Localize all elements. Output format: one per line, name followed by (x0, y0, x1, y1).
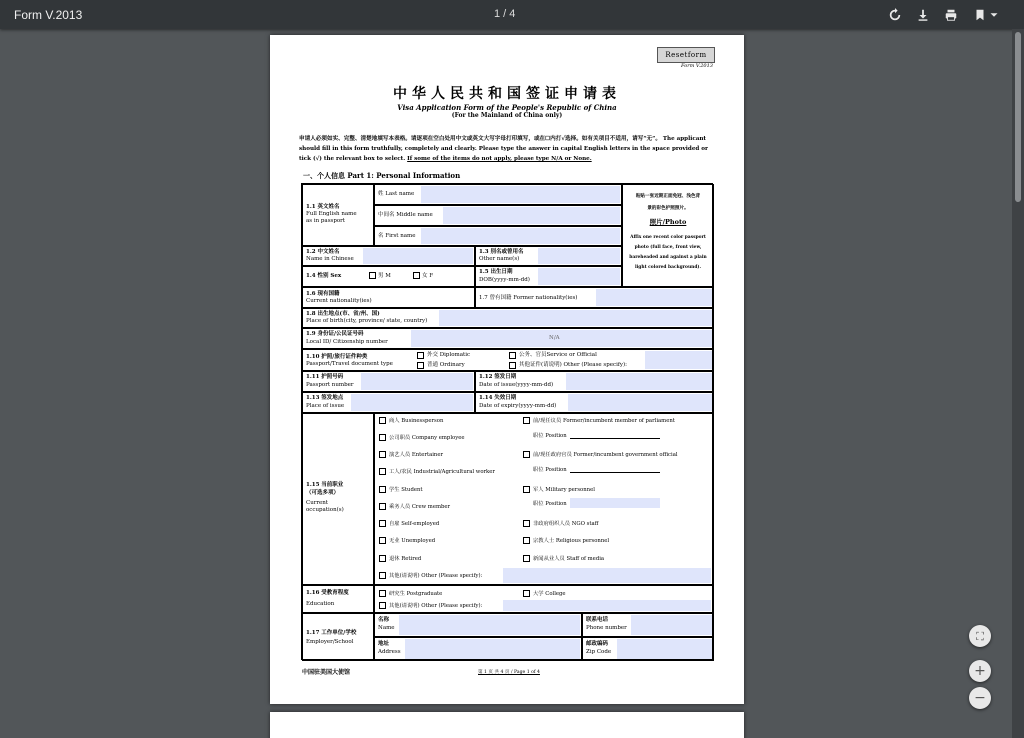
occ-gov-checkbox[interactable] (523, 451, 530, 458)
sex-female-checkbox[interactable] (413, 272, 420, 279)
print-icon[interactable] (942, 6, 960, 24)
employer-zip-label: 邮政编码 (586, 641, 609, 647)
education-options (374, 585, 714, 613)
edu-college-label: 大学 College (533, 591, 566, 597)
expiry-date-cell (475, 392, 714, 413)
employer-address-label: 地址 (378, 641, 390, 647)
issue-place-cell (302, 392, 475, 413)
middle-name-input[interactable] (443, 207, 620, 224)
passport-diplomatic-checkbox[interactable] (417, 352, 424, 359)
footer-page-number: 第 1 页 共 4 页 / Page 1 of 4 (478, 670, 540, 675)
label-1-13-en: Place of issue (306, 403, 345, 409)
former-nationality-input[interactable] (596, 289, 712, 306)
label-1-14-en: Date of expiry(yyyy-mm-dd) (479, 403, 557, 409)
label-1-15-en1: Current (306, 500, 329, 506)
occupation-option-label: 自雇 Self-employed (389, 521, 440, 527)
label-1-8: 1.8 出生地点(市、省/州、国) (306, 311, 380, 317)
photo-title: 照片/Photo (649, 218, 687, 226)
occ-religious-checkbox[interactable] (523, 537, 530, 544)
occupation-label-cell (302, 413, 374, 585)
edu-college-checkbox[interactable] (523, 590, 530, 597)
local-id-value: N/A (549, 335, 560, 341)
photo-instruction-en1: Affix one recent color passport (630, 235, 706, 240)
occ-military-position-label: 职位 Position (533, 501, 567, 507)
last-name-label: 姓 Last name (378, 191, 415, 197)
dob-cell (475, 266, 622, 287)
local-id-cell (302, 328, 714, 349)
sex-female-label: 女 F (422, 273, 434, 279)
last-name-cell (374, 184, 622, 205)
form-title-en: Visa Application Form of the People's Republic of China (397, 103, 617, 112)
middle-name-label: 中间名 Middle name (378, 212, 433, 218)
scrollbar-thumb[interactable] (1015, 32, 1021, 202)
chinese-name-cell (302, 246, 475, 266)
label-1-3: 1.3 别名或曾用名 (479, 249, 524, 255)
form-title-cn: 中华人民共和国签证申请表 (393, 86, 621, 102)
label-1-2-en: Name in Chinese (306, 256, 354, 262)
occ-gov-position-input[interactable] (570, 464, 660, 473)
employer-label-cell (302, 613, 374, 661)
birthplace-input[interactable] (439, 310, 712, 326)
passport-other-label: 其他证件(请说明) Other (Please specify): (519, 362, 627, 368)
occ-media-label: 新闻从业人员 Staff of media (533, 556, 605, 562)
occupation-option-label: 退休 Retired (389, 556, 422, 562)
first-name-cell (374, 226, 622, 246)
label-1-13: 1.13 签发地点 (306, 395, 344, 401)
occ-ngo-checkbox[interactable] (523, 520, 530, 527)
pdf-page-2 (270, 712, 744, 738)
employer-name-label: 名称 (378, 617, 390, 623)
passport-service-label: 公务、官员Service or Official (519, 352, 597, 358)
photo-instruction-cn1: 粘贴一张近期正面免冠、浅色背 (635, 194, 701, 199)
rotate-icon[interactable] (886, 6, 904, 24)
label-1-5-en: DOB(yyyy-mm-dd) (479, 277, 530, 283)
occ-parliament-position-label: 职位 Position (533, 433, 567, 439)
label-1-2: 1.2 中文姓名 (306, 249, 340, 255)
occupation-option-label: 演艺人员 Entertainer (389, 452, 444, 458)
cell-1-1 (302, 184, 374, 246)
edu-postgrad-checkbox[interactable] (379, 590, 386, 597)
chinese-name-input[interactable] (363, 248, 473, 264)
first-name-label: 名 First name (378, 233, 416, 239)
label-1-15: 1.15 当前职业 (306, 482, 344, 488)
employer-zip-label-en: Zip Code (586, 649, 612, 655)
passport-ordinary-label: 普通 Ordinary (427, 362, 465, 368)
first-name-input[interactable] (421, 228, 620, 244)
instructions (299, 134, 717, 164)
reset-form-button[interactable]: Resetform (657, 47, 715, 63)
occupation-option-label: 学生 Student (389, 487, 423, 493)
label-1-4: 1.4 性别 Sex (306, 273, 342, 279)
photo-instruction-en2: photo (full face, front view, (634, 245, 702, 250)
photo-instruction-cn2: 景的彩色护照照片。 (647, 206, 689, 211)
photo-box[interactable] (622, 184, 714, 287)
label-1-14: 1.14 失效日期 (479, 395, 517, 401)
occupation-checkbox[interactable] (379, 503, 386, 510)
education-label-cell (302, 585, 374, 613)
passport-ordinary-checkbox[interactable] (417, 362, 424, 369)
instructions-underline: If some of the items do not apply, please type N/A or None. (407, 156, 592, 162)
employer-name-input[interactable] (399, 615, 580, 635)
last-name-input[interactable] (421, 186, 620, 203)
instructions-text: 申请人必须如实、完整、清楚地填写本表格。请逐项在空白处用中文或英文大写字母打印填写，或在☐内打√选择。如有关项目不适用，请写“无”。 The applicant should fill in this form truthfully, completely and clearly. Please type the answer in capital English letters in the space provided or tick (√) the relevant box to select. (299, 136, 708, 162)
label-1-12: 1.12 签发日期 (479, 374, 517, 380)
other-names-input[interactable] (538, 248, 620, 264)
passport-other-input[interactable] (645, 351, 712, 369)
label-1-6-en: Current nationality(ies) (306, 298, 372, 304)
employer-address-label-en: Address (378, 649, 401, 655)
label-1-15-en2: occupation(s) (306, 507, 344, 513)
employer-phone-label: 联系电话 (586, 617, 609, 623)
label-1-8-en: Place of birth(city, province/ state, country) (306, 318, 428, 324)
occupation-option-label: 无业 Unemployed (389, 538, 436, 544)
occupation-checkbox[interactable] (379, 555, 386, 562)
occupation-checkbox[interactable] (379, 468, 386, 475)
page-indicator[interactable]: 1 / 4 (494, 8, 516, 20)
former-nationality-cell (475, 287, 714, 308)
employer-zip-input[interactable] (617, 639, 712, 659)
issue-date-cell (475, 371, 714, 392)
occupation-checkbox[interactable] (379, 486, 386, 493)
label-1-1-en2: as in passport (306, 218, 346, 224)
issue-place-input[interactable] (351, 394, 473, 411)
occ-parliament-label: 前/现任议员 Former/incumbent member of parliament (533, 418, 675, 424)
label-1-15-b: （可选多项） (306, 490, 340, 496)
edu-other-checkbox[interactable] (379, 602, 386, 609)
section-heading: 一、个人信息 Part 1: Personal Information (303, 171, 461, 180)
occupation-checkbox[interactable] (379, 434, 386, 441)
label-1-3-en: Other name(s) (479, 256, 520, 262)
passport-diplomatic-label: 外交 Diplomatic (427, 352, 471, 358)
occupation-checkbox[interactable] (379, 520, 386, 527)
occ-religious-label: 宗教人士 Religious personnel (533, 538, 610, 544)
fit-page-icon[interactable]: ⛶ (969, 625, 991, 647)
employer-phone-label-en: Phone number (586, 625, 627, 631)
zoom-in-button[interactable]: + (969, 660, 991, 682)
employer-name-cell (374, 613, 582, 637)
occupation-checkbox[interactable] (379, 537, 386, 544)
middle-name-cell (374, 205, 622, 226)
occupation-options (374, 413, 714, 585)
scrollbar[interactable] (1012, 29, 1024, 738)
label-1-5: 1.5 出生日期 (479, 269, 513, 275)
occupation-checkbox[interactable] (379, 417, 386, 424)
occupation-option-label: 商人 Businessperson (389, 418, 444, 424)
photo-instruction-en4: light colored background). (634, 265, 702, 270)
passport-other-checkbox[interactable] (509, 362, 516, 369)
sex-cell (302, 266, 475, 287)
label-1-12-en: Date of issue(yyyy-mm-dd) (479, 382, 554, 388)
occupation-checkbox[interactable] (379, 572, 386, 579)
employer-zip-cell (582, 637, 714, 661)
label-1-11: 1.11 护照号码 (306, 374, 344, 380)
other-names-cell (475, 246, 622, 266)
employer-address-cell (374, 637, 582, 661)
occ-military-position-input[interactable] (570, 498, 660, 508)
occ-parliament-position-input[interactable] (570, 430, 660, 439)
label-1-16: 1.16 受教育程度 (306, 590, 349, 596)
edu-other-input[interactable] (503, 600, 711, 611)
label-1-9: 1.9 身份证/公民证号码 (306, 331, 364, 337)
occupation-option-label: 其他(请说明) Other (Please specify): (389, 573, 483, 579)
occ-parliament-checkbox[interactable] (523, 417, 530, 424)
employer-phone-cell (582, 613, 714, 637)
passport-number-input[interactable] (361, 373, 473, 390)
employer-address-input[interactable] (405, 639, 580, 659)
expiry-date-input[interactable] (568, 394, 712, 411)
birthplace-cell (302, 308, 714, 328)
label-1-1-en: Full English name (306, 211, 357, 217)
local-id-input[interactable] (411, 330, 712, 347)
label-1-9-en: Local ID/ Citizenship number (306, 339, 388, 345)
sex-male-label: 男 M (378, 273, 391, 279)
edu-postgrad-label: 研究生 Postgraduate (389, 591, 443, 597)
issue-date-input[interactable] (566, 373, 712, 390)
passport-service-checkbox[interactable] (509, 352, 516, 359)
occupation-option-label: 乘务人员 Crew member (389, 504, 451, 510)
pdf-page-1 (270, 35, 744, 704)
dob-input[interactable] (538, 268, 620, 285)
label-1-1: 1.1 英文姓名 (306, 204, 340, 210)
occ-other-input[interactable] (503, 568, 711, 583)
label-1-11-en: Passport number (306, 382, 354, 388)
edu-other-label: 其他(请说明) Other (Please specify): (389, 603, 483, 609)
personal-info-table (301, 183, 713, 660)
form-subtitle: (For the Mainland of China only) (451, 112, 563, 119)
occ-ngo-label: 非政府组织人员 NGO staff (533, 521, 599, 527)
label-1-17: 1.17 工作单位/学校 (306, 630, 357, 636)
occupation-option-label: 公司职员 Company employee (389, 435, 465, 441)
passport-type-cell (302, 349, 714, 371)
document-title: Form V.2013 (14, 8, 83, 22)
label-1-16-en: Education (306, 601, 335, 607)
nationality-cell (302, 287, 475, 308)
download-icon[interactable] (914, 6, 932, 24)
occ-gov-position-label: 职位 Position (533, 467, 567, 473)
passport-number-cell (302, 371, 475, 392)
occ-gov-label: 前/现任政府官员 Former/incumbent government official (533, 452, 678, 458)
label-1-7: 1.7 曾有国籍 Former nationality(ies) (479, 295, 578, 301)
occupation-option-label: 工人/农民 Industrial/Agricultural worker (389, 469, 495, 475)
label-1-10: 1.10 护照/旅行证件种类 (306, 354, 368, 360)
employer-phone-input[interactable] (631, 615, 712, 635)
label-1-17-en: Employer/School (306, 639, 354, 645)
zoom-out-button[interactable]: − (969, 687, 991, 709)
label-1-6: 1.6 现有国籍 (306, 291, 340, 297)
sex-male-checkbox[interactable] (369, 272, 376, 279)
photo-instruction-en3: bareheaded and against a plain (629, 255, 707, 260)
occ-military-checkbox[interactable] (523, 486, 530, 493)
chevron-down-icon[interactable] (985, 6, 1003, 24)
employer-name-label-en: Name (378, 625, 395, 631)
label-1-10-en: Passport/Travel document type (306, 361, 393, 367)
occ-media-checkbox[interactable] (523, 555, 530, 562)
footer-embassy: 中国驻美国大使馆 (302, 669, 351, 676)
viewer-toolbar (0, 0, 1024, 29)
occupation-checkbox[interactable] (379, 451, 386, 458)
occ-military-label: 军人 Military personnel (533, 487, 595, 493)
form-version: Form V.2013 (681, 63, 713, 69)
